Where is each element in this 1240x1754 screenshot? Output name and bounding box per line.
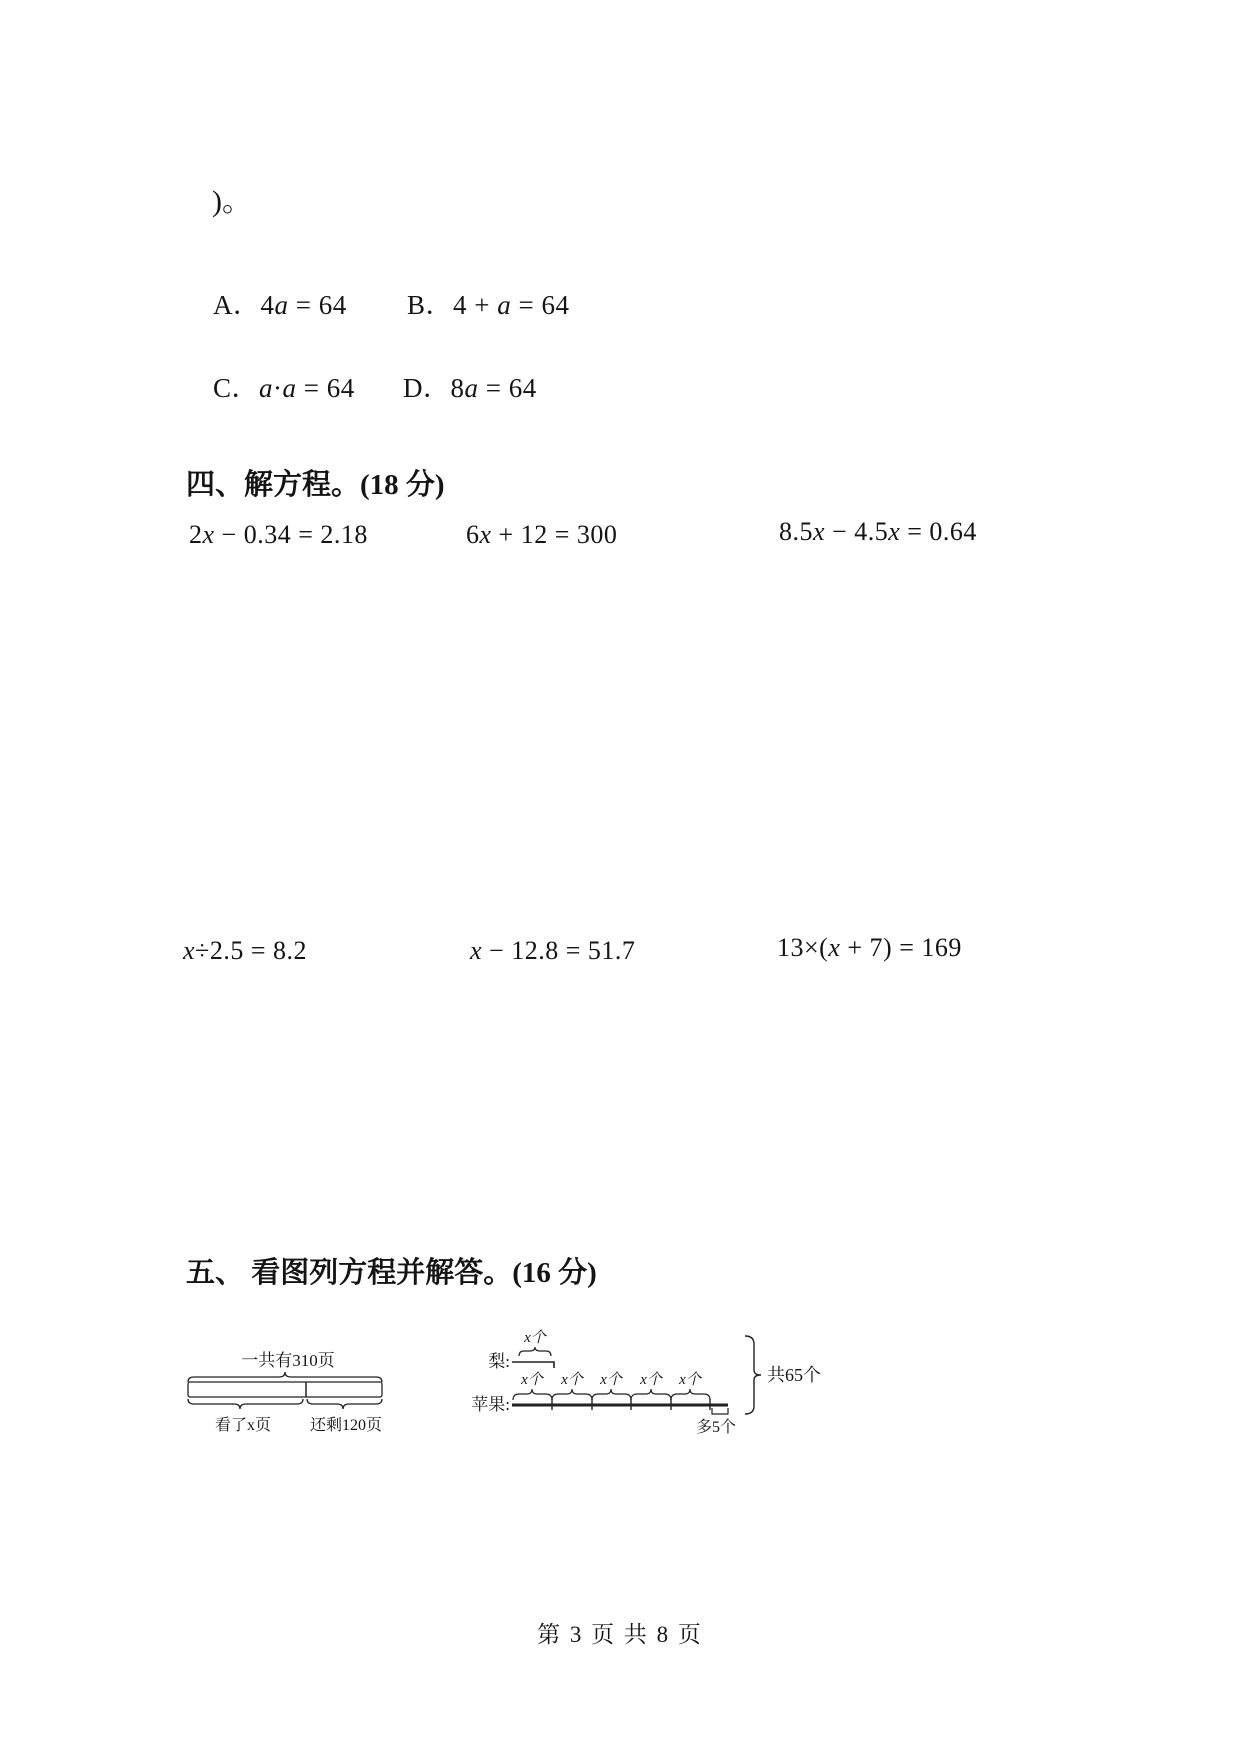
total-count-label: 共65个 [767,1365,821,1385]
choice-option-c: C．a·a = 64 [213,373,355,403]
read-pages-label: 看了x页 [214,1417,272,1434]
total-brace [745,1336,761,1414]
apple-unit-label: x个 [521,1372,543,1388]
page-number-indicator: 第 3 页 共 8 页 [537,1622,703,1647]
extra-label: 多5个 [695,1419,737,1436]
section-5-heading: 五、 看图列方程并解答。(16 分) [186,1257,597,1289]
total-pages-label: 一共有310页 [241,1351,335,1370]
apple-brace-4 [631,1389,671,1400]
remaining-brace [307,1399,382,1409]
apple-label: 苹果: [471,1395,510,1414]
section-4-heading: 四、解方程。(18 分) [186,469,445,501]
total-brace [188,1372,382,1382]
equation-2: 6x + 12 = 300 [466,520,618,549]
choice-option-d: D．8a = 64 [403,373,537,403]
choice-option-a: A．4a = 64 [213,290,347,320]
equation-4: x÷2.5 = 8.2 [183,936,307,965]
apple-brace-2 [552,1389,592,1400]
choice-option-b: B．4 + a = 64 [407,290,570,320]
read-brace [188,1399,303,1409]
apple-brace-1 [513,1389,552,1400]
apple-unit-label: x个 [679,1372,701,1388]
question-closing-bracket: )。 [212,185,252,218]
pear-segment [512,1362,554,1368]
pages-bar [188,1382,382,1397]
equation-5: x − 12.8 = 51.7 [470,936,636,965]
extra-bracket [712,1408,728,1414]
remaining-pages-label: 还剩120页 [309,1417,383,1434]
apple-unit-label: x个 [640,1372,662,1388]
equation-3: 8.5x − 4.5x = 0.64 [779,517,977,546]
pear-brace [519,1347,551,1356]
apple-brace-5 [671,1389,710,1400]
apple-brace-3 [592,1389,631,1400]
pears-apples-diagram [415,1322,845,1440]
pear-label: 梨: [488,1352,510,1371]
equation-1: 2x − 0.34 = 2.18 [189,520,368,549]
equation-6: 13×(x + 7) = 169 [777,933,962,962]
book-pages-bar-diagram [180,1345,405,1440]
apple-unit-label: x个 [600,1372,622,1388]
apple-unit-label: x个 [561,1372,583,1388]
pear-unit-label: x个 [524,1330,546,1346]
